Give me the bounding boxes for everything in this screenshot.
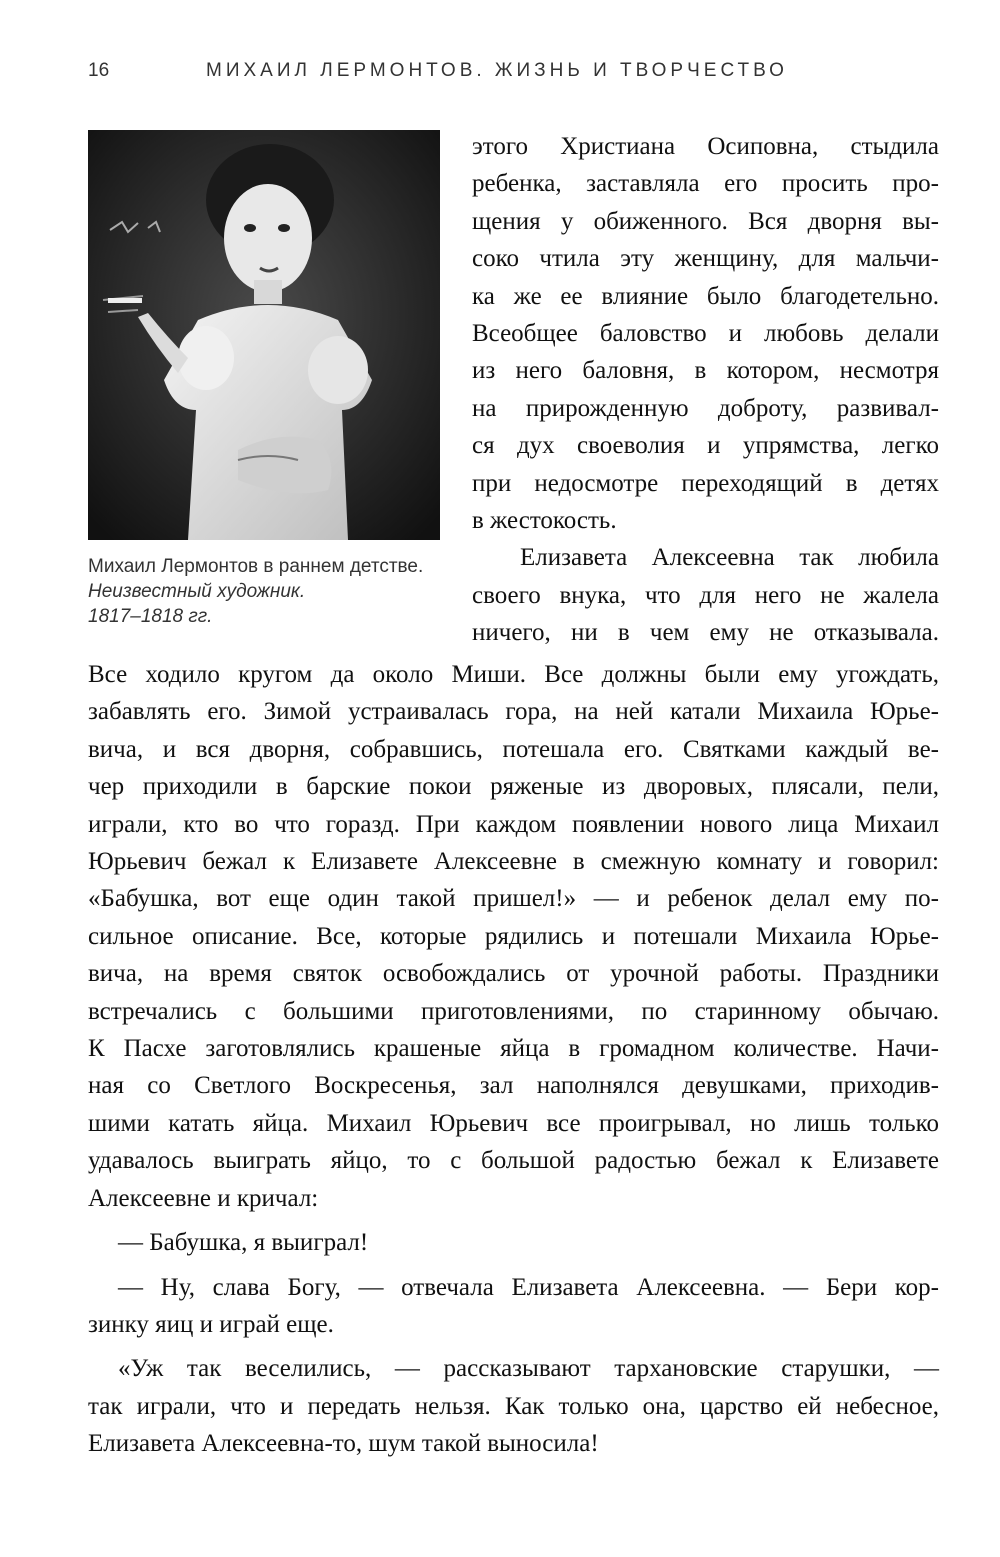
text-line: ная со Светлого Воскресенья, зал наполнялся девушками, приходив- <box>88 1072 939 1100</box>
text-line: Все ходило кругом да около Миши. Все должны были ему угождать, <box>88 661 939 688</box>
text-line: играли, кто во что горазд. При каждом появлении нового лица Михаил <box>88 810 939 838</box>
text-line: на прирожденную доброту, развивал- <box>472 394 939 422</box>
portrait-image <box>88 130 440 540</box>
portrait-figure <box>88 130 440 629</box>
text-line: — Ну, слава Богу, — отвечала Елизавета Алексеевна. — Бери кор- <box>118 1273 939 1301</box>
text-line: вича, и вся дворня, собравшись, потешала его. Святками каждый ве- <box>88 735 939 763</box>
text-line: так играли, что и передать нельзя. Как только она, царство ей небесное, <box>88 1392 939 1420</box>
page-number: 16 <box>88 60 110 81</box>
text-line: — Бабушка, я выиграл! <box>118 1229 369 1257</box>
text-line: шими катать яйца. Михаил Юрьевич все проигрывал, но лишь только <box>88 1109 939 1137</box>
text-line: забавлять его. Зимой устраивалась гора, на ней катали Михаила Юрье- <box>88 698 939 726</box>
text-line: ничего, ни в чем ему не отказывала. <box>472 619 939 647</box>
running-head <box>88 60 940 90</box>
text-line: этого Христиана Осиповна, стыдила <box>472 133 939 160</box>
text-line: в жестокость. <box>472 507 617 535</box>
text-line: щения у обиженного. Вся дворня вы- <box>472 207 939 235</box>
text-line: при недосмотре переходящий в детях <box>472 469 939 497</box>
text-line: «Бабушка, вот еще один такой пришел!» — и ребенок делал ему по- <box>88 885 939 913</box>
text-line: Елизавета Алексеевна так любила <box>520 544 939 572</box>
running-title: МИХАИЛ ЛЕРМОНТОВ. ЖИЗНЬ И ТВОРЧЕСТВО <box>206 60 788 81</box>
main-column-text <box>88 656 939 1463</box>
text-line: «Уж так веселились, — рассказывают тархановские старушки, — <box>118 1355 939 1383</box>
text-line: своего внука, что для него не жалела <box>472 581 939 609</box>
text-line: Юрьевич бежал к Елизавете Алексеевне в смежную комнату и говорил: <box>88 848 939 876</box>
text-line: ребенка, заставляла его просить про- <box>472 170 939 198</box>
text-line: ся дух своеволия и упрямства, легко <box>472 432 939 460</box>
text-line: соко чтила эту женщину, для мальчи- <box>472 245 939 273</box>
caption-artist: Неизвестный художник. <box>88 581 306 602</box>
text-line: из него баловня, в котором, несмотря <box>472 357 939 385</box>
text-line: сильное описание. Все, которые рядились и потешали Михаила Юрье- <box>88 922 939 950</box>
caption-title: Михаил Лермонтов в раннем детстве. <box>88 556 424 577</box>
text-line: вича, на время святок освобождались от урочной работы. Праздники <box>88 960 939 988</box>
text-line: зинку яиц и играй еще. <box>88 1310 334 1338</box>
text-line: встречались с большими приготовлениями, по старинному обычаю. <box>88 997 939 1025</box>
text-line: Всеобщее баловство и любовь делали <box>472 320 939 348</box>
side-column-text <box>472 128 939 652</box>
caption-date: 1817–1818 гг. <box>88 606 213 627</box>
figure-caption <box>88 554 440 629</box>
text-line: К Пасхе заготовлялись крашеные яйца в громадном количестве. Начи- <box>88 1035 939 1063</box>
text-line: Алексеевне и кричал: <box>88 1184 319 1212</box>
text-line: ка же ее влияние было благодетельно. <box>472 282 939 310</box>
text-line: удавалось выиграть яйцо, то с большой радостью бежал к Елизавете <box>88 1147 939 1175</box>
text-line: Елизавета Алексеевна-то, шум такой выносила! <box>88 1430 599 1458</box>
text-line: чер приходили в барские покои ряженые из дворовых, плясали, пели, <box>88 773 939 801</box>
